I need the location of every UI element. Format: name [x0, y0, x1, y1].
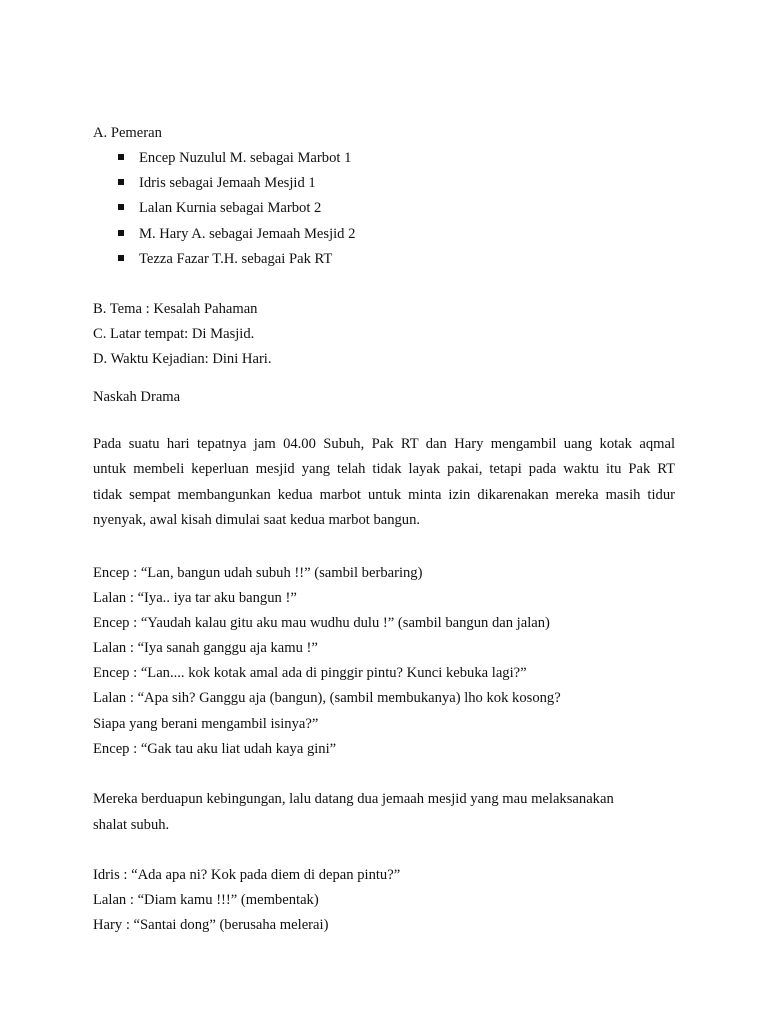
- dialogue-line: Encep : “Lan.... kok kotak amal ada di pinggir pintu? Kunci kebuka lagi?”: [93, 665, 527, 681]
- cast-item: Idris sebagai Jemaah Mesjid 1: [118, 174, 316, 192]
- paragraph-line: tidak sempat membangunkan kedua marbot untuk minta izin dikarenakan mereka masih tidur: [93, 486, 675, 503]
- paragraph-line: Mereka berduapun kebingungan, lalu datang dua jemaah mesjid yang mau melaksanakan: [93, 791, 614, 807]
- paragraph-line: untuk membeli keperluan mesjid yang telah tidak layak pakai, tetapi pada waktu itu Pak RT: [93, 461, 675, 478]
- cast-item: Encep Nuzulul M. sebagai Marbot 1: [118, 149, 351, 167]
- square-bullet-icon: [118, 230, 124, 236]
- dialogue-line: Siapa yang berani mengambil isinya?”: [93, 716, 319, 732]
- tema-line: B. Tema : Kesalah Pahaman: [93, 301, 258, 317]
- dialogue-line: Lalan : “Iya sanah ganggu aja kamu !”: [93, 640, 318, 656]
- dialogue-line: Hary : “Santai dong” (berusaha melerai): [93, 917, 329, 933]
- paragraph-line: Pada suatu hari tepatnya jam 04.00 Subuh, Pak RT dan Hary mengambil uang kotak aqmal: [93, 436, 675, 452]
- latar-line: C. Latar tempat: Di Masjid.: [93, 326, 255, 342]
- cast-item: M. Hary A. sebagai Jemaah Mesjid 2: [118, 225, 355, 243]
- cast-item: Tezza Fazar T.H. sebagai Pak RT: [118, 250, 332, 268]
- dialogue-line: Lalan : “Iya.. iya tar aku bangun !”: [93, 590, 297, 606]
- dialogue-line: Encep : “Gak tau aku liat udah kaya gini”: [93, 741, 337, 757]
- square-bullet-icon: [118, 204, 124, 210]
- section-heading-pemeran: A. Pemeran: [93, 125, 162, 141]
- square-bullet-icon: [118, 179, 124, 185]
- dialogue-line: Encep : “Lan, bangun udah subuh !!” (sambil berbaring): [93, 565, 423, 581]
- cast-item: Lalan Kurnia sebagai Marbot 2: [118, 199, 321, 217]
- paragraph-line: shalat subuh.: [93, 817, 170, 833]
- dialogue-line: Encep : “Yaudah kalau gitu aku mau wudhu dulu !” (sambil bangun dan jalan): [93, 615, 550, 631]
- script-title: Naskah Drama: [93, 389, 181, 405]
- dialogue-line: Lalan : “Diam kamu !!!” (membentak): [93, 892, 319, 908]
- intro-paragraph: [93, 432, 675, 533]
- waktu-line: D. Waktu Kejadian: Dini Hari.: [93, 351, 272, 367]
- square-bullet-icon: [118, 154, 124, 160]
- square-bullet-icon: [118, 255, 124, 261]
- dialogue-line: Lalan : “Apa sih? Ganggu aja (bangun), (sambil membukanya) lho kok kosong?: [93, 690, 561, 706]
- paragraph-line: nyenyak, awal kisah dimulai saat kedua marbot bangun.: [93, 511, 421, 528]
- dialogue-line: Idris : “Ada apa ni? Kok pada diem di depan pintu?”: [93, 867, 401, 883]
